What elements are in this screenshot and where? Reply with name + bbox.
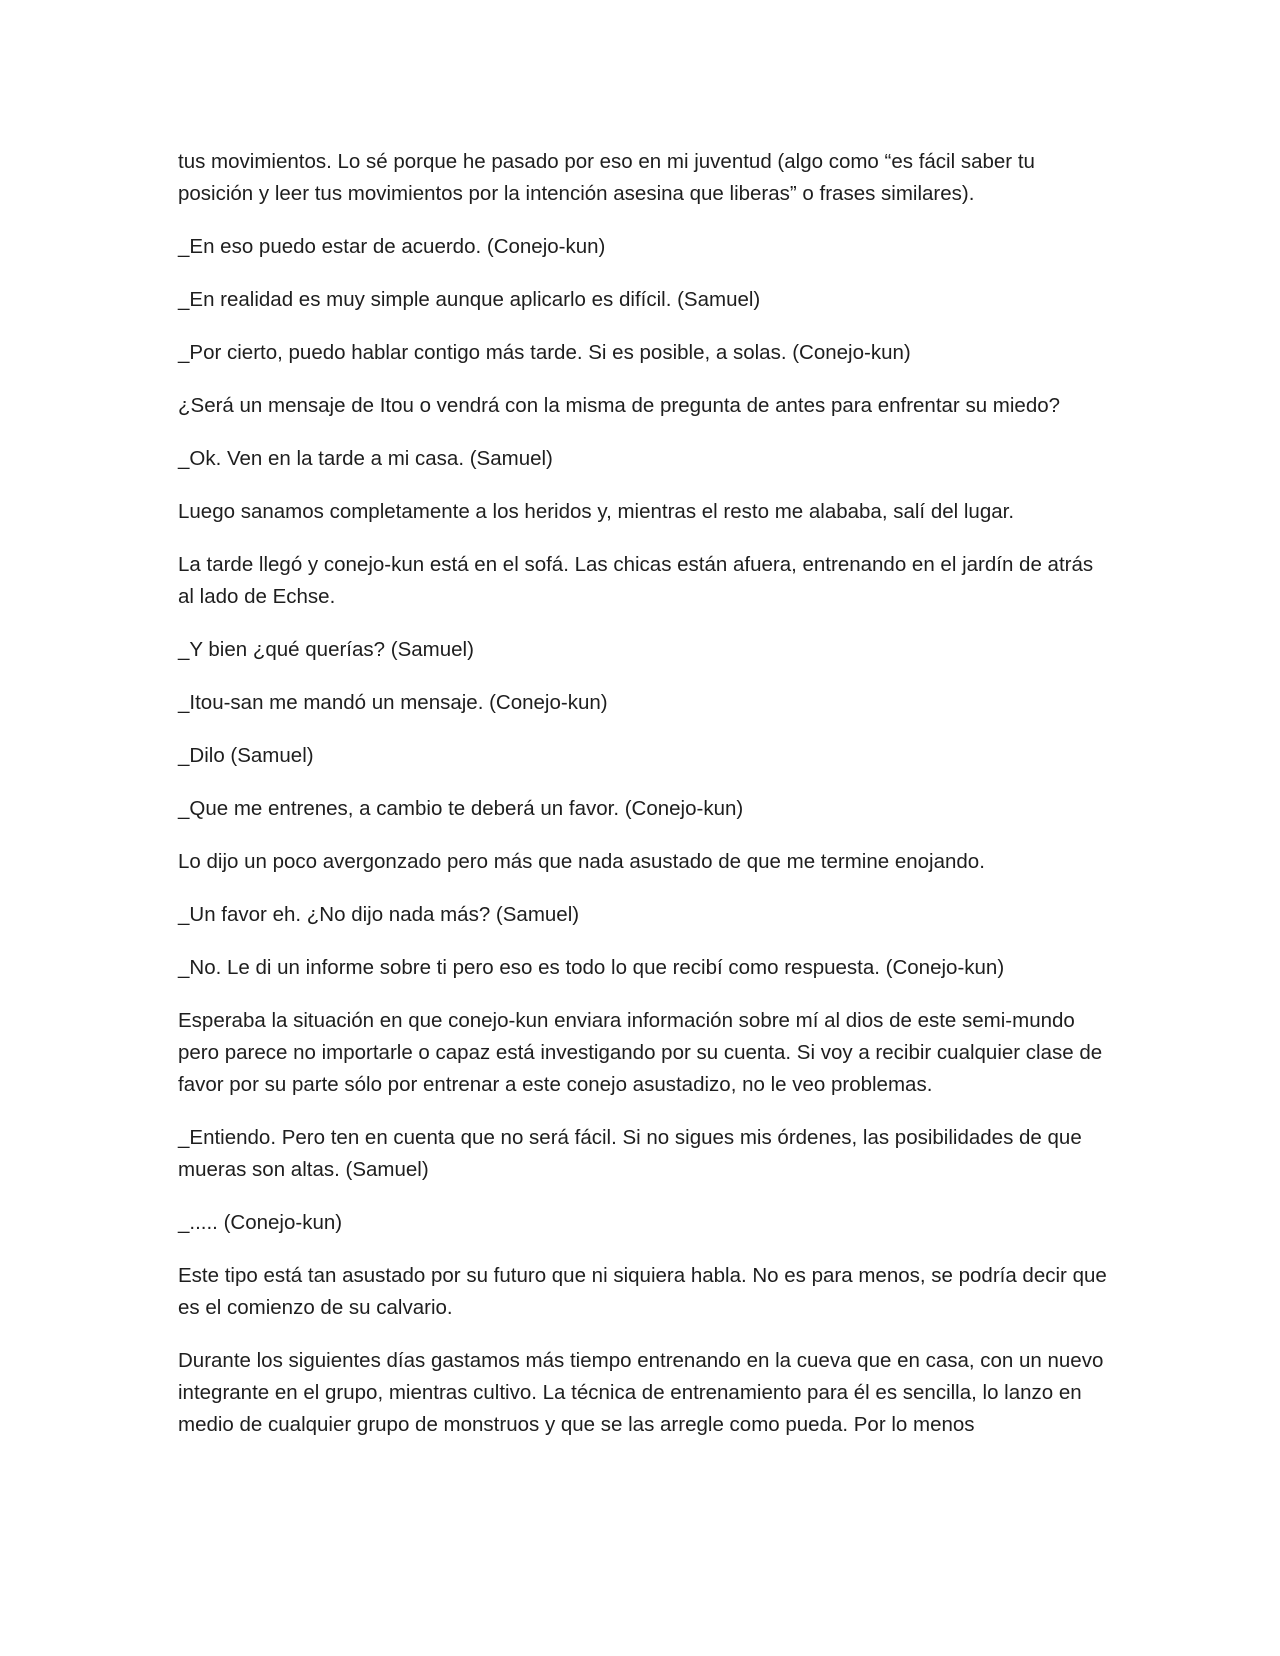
paragraph-20: Durante los siguientes días gastamos más tiempo entrenando en la cueva que en casa, con un nuevo integrante en el grupo, mientras cultivo. La técnica de entrenamiento para él es sencilla, lo lanzo en medio de cualquier grupo de monstruos y que se las arregle como pueda. Por lo menos — [178, 1349, 1104, 1436]
paragraph-17: _Entiendo. Pero ten en cuenta que no será fácil. Si no sigues mis órdenes, las posibilidades de que mueras son altas. (Samuel) — [178, 1126, 1082, 1181]
paragraph-15: _No. Le di un informe sobre ti pero eso es todo lo que recibí como respuesta. (Conejo-kun) — [178, 956, 1005, 979]
paragraph-6: _Ok. Ven en la tarde a mi casa. (Samuel) — [178, 447, 553, 470]
paragraph-4: _Por cierto, puedo hablar contigo más tarde. Si es posible, a solas. (Conejo-kun) — [178, 341, 911, 364]
paragraph-16: Esperaba la situación en que conejo-kun enviara información sobre mí al dios de este semi-mundo pero parece no importarle o capaz está investigando por su cuenta. Si voy a recibir cualquier clase de favor por su parte sólo por entrenar a este conejo asustadizo, no le veo problemas. — [178, 1009, 1103, 1096]
paragraph-14: _Un favor eh. ¿No dijo nada más? (Samuel) — [178, 903, 580, 926]
paragraph-10: _Itou-san me mandó un mensaje. (Conejo-kun) — [178, 691, 608, 714]
paragraph-1: tus movimientos. Lo sé porque he pasado por eso en mi juventud (algo como “es fácil saber tu posición y leer tus movimientos por la intención asesina que liberas” o frases similares). — [178, 150, 1035, 205]
paragraph-3: _En realidad es muy simple aunque aplicarlo es difícil. (Samuel) — [178, 288, 761, 311]
paragraph-19: Este tipo está tan asustado por su futuro que ni siquiera habla. No es para menos, se podría decir que es el comienzo de su calvario. — [178, 1264, 1107, 1319]
paragraph-12: _Que me entrenes, a cambio te deberá un favor. (Conejo-kun) — [178, 797, 744, 820]
paragraph-13: Lo dijo un poco avergonzado pero más que nada asustado de que me termine enojando. — [178, 850, 985, 873]
paragraph-2: _En eso puedo estar de acuerdo. (Conejo-kun) — [178, 235, 606, 258]
paragraph-11: _Dilo (Samuel) — [178, 744, 314, 767]
paragraph-5: ¿Será un mensaje de Itou o vendrá con la misma de pregunta de antes para enfrentar su miedo? — [178, 394, 1061, 417]
document-body — [178, 146, 1108, 1462]
paragraph-9: _Y bien ¿qué querías? (Samuel) — [178, 638, 474, 661]
paragraph-18: _..... (Conejo-kun) — [178, 1211, 343, 1234]
paragraph-7: Luego sanamos completamente a los heridos y, mientras el resto me alababa, salí del lugar. — [178, 500, 1015, 523]
paragraph-8: La tarde llegó y conejo-kun está en el sofá. Las chicas están afuera, entrenando en el jardín de atrás al lado de Echse. — [178, 553, 1094, 608]
